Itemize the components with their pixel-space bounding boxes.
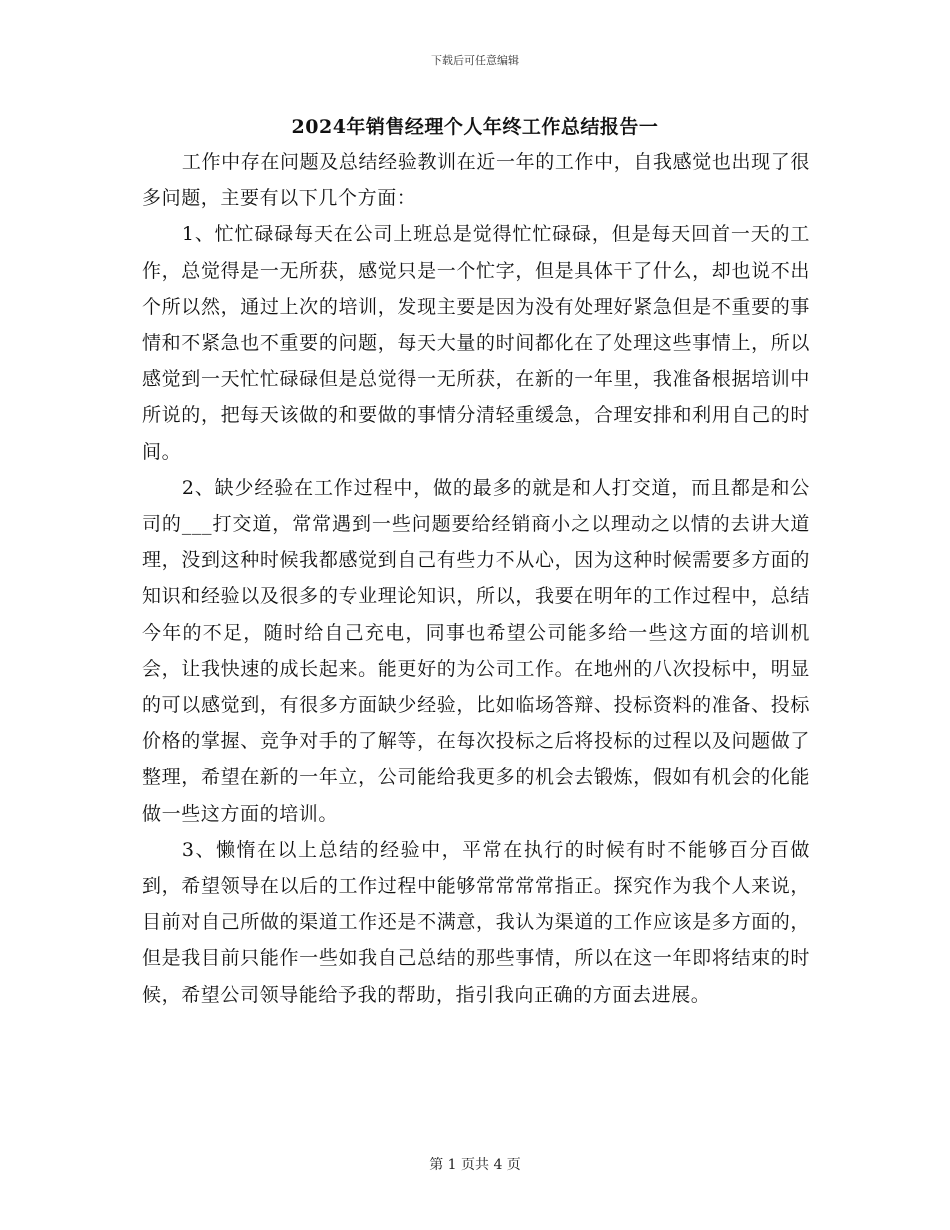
- paragraph-busy: 1、忙忙碌碌每天在公司上班总是觉得忙忙碌碌，但是每天回首一天的工作，总觉得是一无所获，感觉只是一个忙字，但是具体干了什么，却也说不出个所以然，通过上次的培训，发现主要是因为没有处理好紧急但是不重要的事情和不紧急也不重要的问题，每天大量的时间都化在了处理这些事情上，所以感觉到一天忙忙碌碌但是总觉得一无所获，在新的一年里，我准备根据培训中所说的，把每天该做的和要做的事情分清轻重缓急，合理安排和利用自己的时间。: [142, 223, 810, 463]
- document-title: 2024年销售经理个人年终工作总结报告一: [291, 116, 659, 138]
- paragraph-experience: 2、缺少经验在工作过程中，做的最多的就是和人打交道，而且都是和公司的___打交道，常常遇到一些问题要给经销商小之以理动之以情的去讲大道理，没到这种时候我都感觉到自己有些力不从心，因为这种时候需要多方面的知识和经验以及很多的专业理论知识，所以，我要在明年的工作过程中，总结今年的不足，随时给自己充电，同事也希望公司能多给一些这方面的培训机会，让我快速的成长起来。能更好的为公司工作。在地州的八次投标中，明显的可以感觉到，有很多方面缺少经验，比如临场答辩、投标资料的准备、投标价格的掌握、竞争对手的了解等，在每次投标之后将投标的过程以及问题做了整理，希望在新的一年立，公司能给我更多的机会去锻炼，假如有机会的化能做一些这方面的培训。: [142, 476, 810, 825]
- document-body: [142, 144, 810, 1013]
- paragraph-intro: 工作中存在问题及总结经验教训在近一年的工作中，自我感觉也出现了很多问题，主要有以下几个方面：: [142, 151, 810, 210]
- page-footer: 第 1 页共 4 页: [429, 1157, 521, 1173]
- paragraph-laziness: 3、懒惰在以上总结的经验中，平常在执行的时候有时不能够百分百做到，希望领导在以后的工作过程中能够常常常常指正。探究作为我个人来说，目前对自己所做的渠道工作还是不满意，我认为渠道的工作应该是多方面的，但是我目前只能作一些如我自己总结的那些事情，所以在这一年即将结束的时候，希望公司领导能给予我的帮助，指引我向正确的方面去进展。: [142, 838, 810, 1006]
- header-note: 下载后可任意编辑: [431, 54, 519, 67]
